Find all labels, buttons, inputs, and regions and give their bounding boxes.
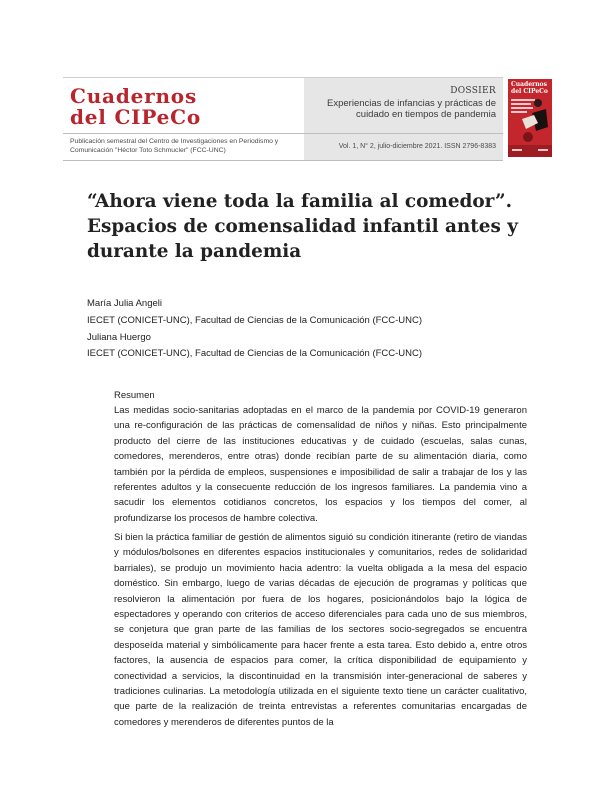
cover-text-block	[511, 99, 535, 101]
cover-footer-mark	[538, 149, 548, 151]
publication-info: Publicación semestral del Centro de Investigaciones en Periodismo y Comunicación "Héctor Toto Schmucler" (FCC-UNC)	[70, 138, 279, 154]
cover-title-line-2: del CIPeCo	[511, 87, 548, 95]
article-title: “Ahora viene toda la familia al comedor”. Espacios de comensalidad infantil antes y durante la pandemia	[87, 191, 518, 262]
journal-header	[63, 77, 503, 159]
cover-figure-detail	[523, 132, 533, 142]
author-affiliation: IECET (CONICET-UNC), Facultad de Ciencias de la Comunicación (FCC-UNC)	[87, 315, 423, 326]
cover-figure-head	[534, 99, 542, 107]
cover-thumbnail[interactable]	[508, 79, 552, 157]
abstract-paragraph: Si bien la práctica familiar de gestión de alimentos siguió su condición itinerante (retiro de viandas y módulos/bolsones en diferentes espacios institucionales y comunitarios, redes de solidaridad barriales), se produjo un movimiento hacia adentro: la vuelta obligada a la mesa del espacio doméstico. Sin embargo, luego de varias décadas de ejecución de programas y políticas que resolvieron la alimentación por fuera de los hogares, posicionándolos bajo la lógica de espectadores y operando con criterios de acceso diferenciales para cada uno de sus miembros, se conjetura que gran parte de las familias de los sectores socio-segregados se encuentra desposeída material y simbólicamente para hacer frente a esta tarea. Esto debido a, entre otros factores, la ausencia de espacios para comer, la crítica disponibilidad de equipamiento y conectividad a servicios, la discontinuidad en la transmisión inter-generacional de saberes y tradiciones culinarias. La metodología utilizada en el siguiente texto tiene un carácter cualitativo, que parte de la realización de treinta entrevistas a referentes comunitarias encargadas de comedores y merenderos de diferentes puntos de la	[114, 532, 527, 728]
logo-line-2: del CIPeCo	[70, 105, 202, 129]
abstract-paragraph: Las medidas socio-sanitarias adoptadas en el marco de la pandemia por COVID-19 generaron una re-configuración de las prácticas de comensalidad de niños y niñas. Esto principalmente producto del cierre de las instituciones educativas y de cuidado (escuelas, salas cunas, comedores, merenderos, entre otras) donde recibían parte de su alimentación diaria, como también por la pérdida de empleos, suspensiones e imposibilidad de salir a trabajar de los y las referentes adultos y la consecuente reducción de los ingresos familiares. La pandemia vino a sacudir los elementos cotidianos concretos, los espacios y los tiempos del comer, al profundizarse los procesos de hambre colectiva.	[114, 405, 527, 524]
journal-logo[interactable]	[63, 77, 304, 134]
cover-text-block	[511, 107, 533, 109]
author-name: Juliana Huergo	[87, 332, 151, 343]
author-affiliation: IECET (CONICET-UNC), Facultad de Ciencias de la Comunicación (FCC-UNC)	[87, 348, 423, 359]
author-name: María Julia Angeli	[87, 298, 162, 309]
cover-text-block	[511, 111, 527, 113]
dossier-title: Experiencias de infancias y prácticas de cuidado en tiempos de pandemia	[327, 98, 496, 120]
cover-text-block	[511, 103, 531, 105]
cover-illustration	[508, 79, 552, 157]
volume-info-bar	[304, 133, 503, 161]
volume-info: Vol. 1, N° 2, julio-diciembre 2021. ISSN 2796-8383	[338, 143, 496, 150]
cover-footer-mark	[512, 149, 522, 151]
dossier-label: DOSSIER	[450, 86, 496, 96]
publication-info-bar	[63, 133, 304, 161]
logo-line-1: Cuadernos	[70, 84, 198, 108]
cover-title-line-1: Cuadernos	[511, 81, 547, 88]
abstract-heading: Resumen	[114, 390, 155, 401]
dossier-banner	[304, 77, 503, 134]
